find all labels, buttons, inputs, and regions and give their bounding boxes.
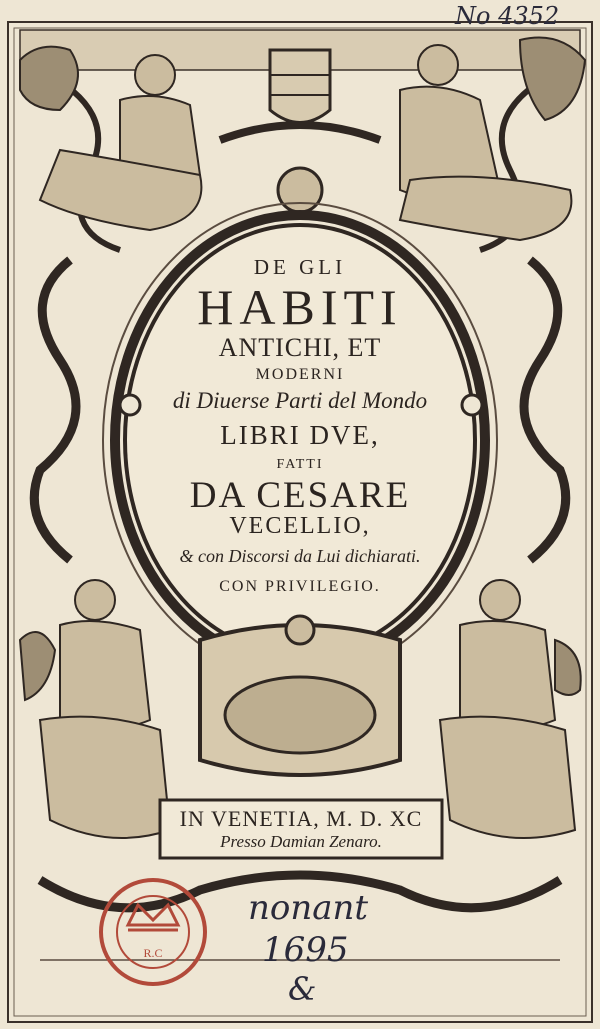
heraldic-crest [220,50,380,212]
figure-america-bottom-left [20,580,170,838]
year-annotation: 1695 [262,930,349,970]
title-line-11: CON PRIVILEGIO. [219,578,381,595]
bottom-scene [200,616,400,775]
title-line-10: & con Discorsi da Lui dichiarati. [179,546,421,566]
title-line-9: VECELLIO, [229,513,371,539]
figure-europe-top-left [20,47,201,230]
stamp-letters: R.C [143,946,163,960]
imprint-line-2: Presso Damian Zenaro. [220,832,382,851]
shelfmark-annotation: No 4352 [455,2,560,30]
figure-africa-bottom-right [440,580,581,838]
library-stamp [101,880,205,984]
title-line-8: DA CESARE [189,475,411,516]
title-line-4: MODERNI [255,366,345,383]
title-line-5: di Diuerse Parti del Mondo [172,388,428,413]
flourish-annotation: & [288,970,317,1008]
title-line-1: DE GLI [253,255,347,279]
title-line-2: HABITI [197,279,403,335]
title-line-6: LIBRI DVE, [220,420,380,450]
imprint-line-1: IN VENETIA, M. D. XC [179,806,423,831]
title-line-7: FATTI [276,457,324,472]
title-line-3: ANTICHI, ET [218,333,382,362]
provenance-annotation: nonant [248,888,369,928]
